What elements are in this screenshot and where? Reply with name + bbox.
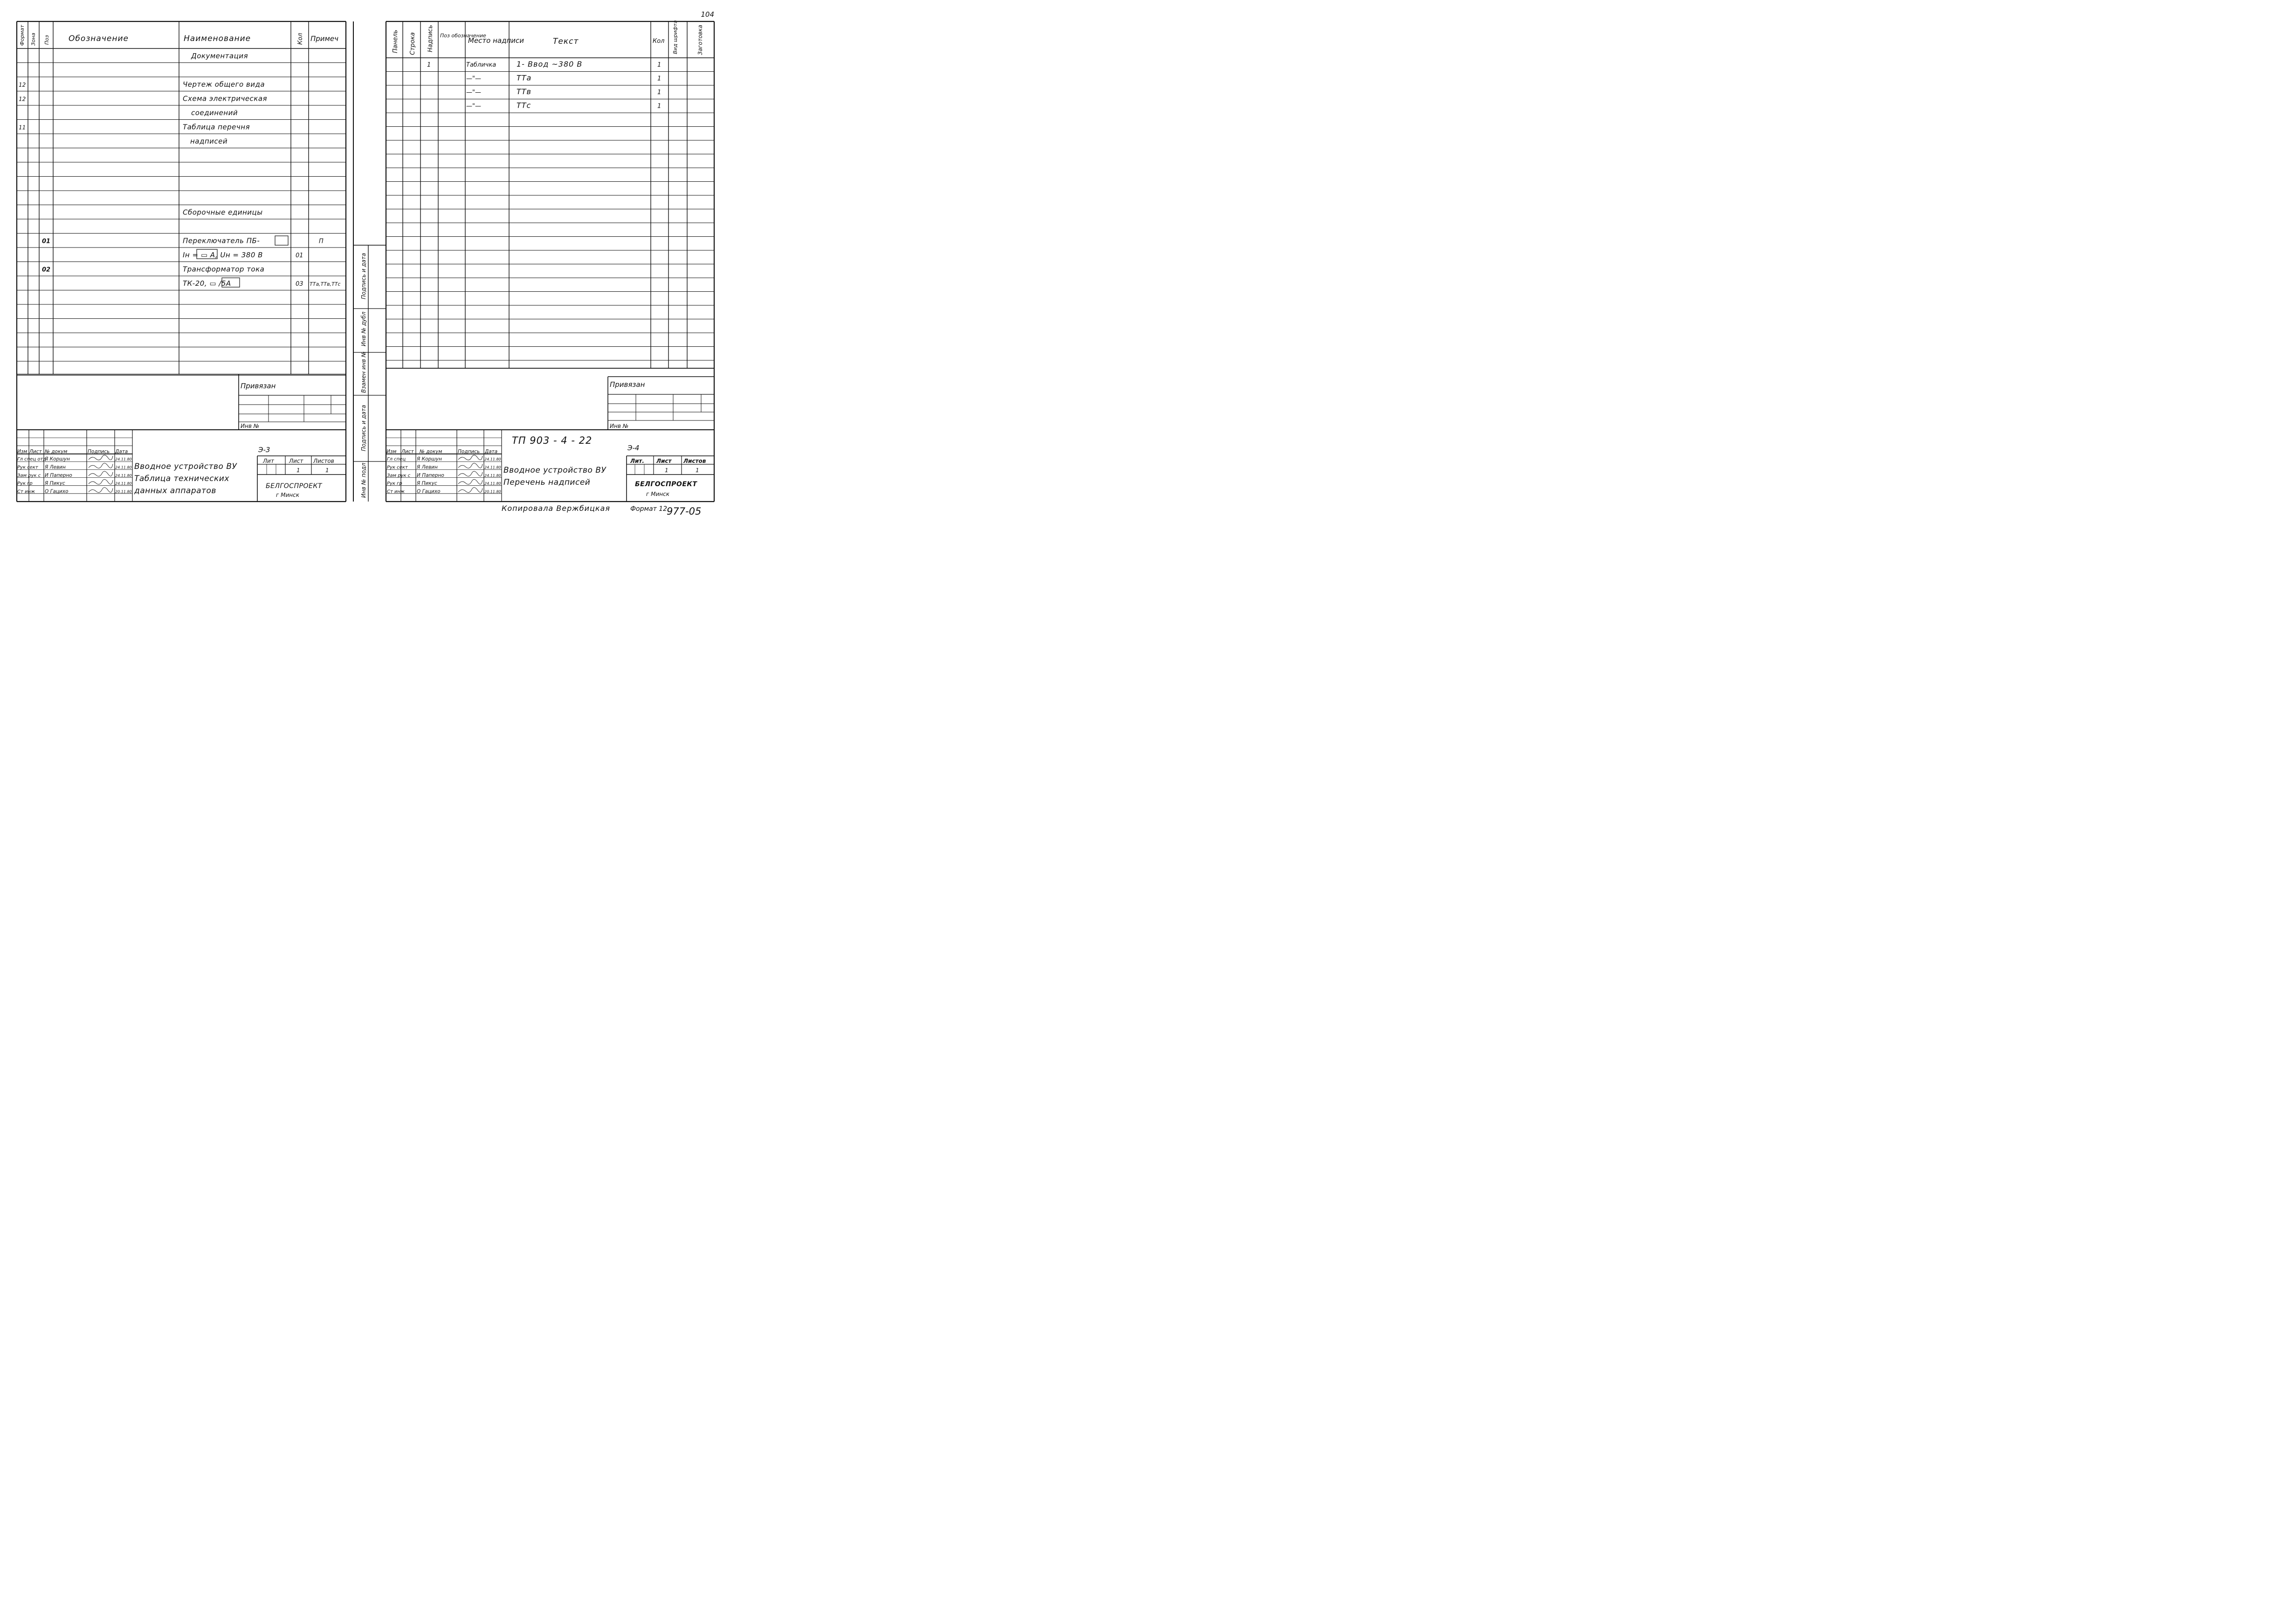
drawing-sheet xyxy=(0,0,731,522)
left-row-pos: 02 xyxy=(42,266,51,274)
right-header-inscription: Надпись xyxy=(427,25,434,52)
left-stamp-signature xyxy=(89,463,113,468)
empty-box xyxy=(275,236,288,245)
left-stamp-date: 24.11.80 xyxy=(115,473,132,478)
left-stamp-name: И Паперно xyxy=(45,472,72,478)
left-stamp-colheader: Изм xyxy=(17,449,28,454)
left-stamp-city: г Минск xyxy=(276,492,299,498)
right-stamp-name: И Паперно xyxy=(417,472,444,478)
right-row-text: 1- Ввод ~380 В xyxy=(517,60,583,69)
left-stamp-name: Я Пикус xyxy=(45,481,65,487)
right-stamp-role: Рук гр xyxy=(387,481,402,487)
left-row-name: Чертеж общего вида xyxy=(183,80,265,89)
left-stamp-date: 24.11.80 xyxy=(115,482,132,486)
left-row-qty: 01 xyxy=(296,252,303,259)
left-stamp-signature xyxy=(89,471,113,476)
left-header-format: Формат xyxy=(19,25,25,46)
right-row-place: —"— xyxy=(466,75,481,83)
right-header-pos: Поз обозначение xyxy=(440,33,486,39)
left-stamp-date: 24.11.80 xyxy=(115,457,132,461)
right-row-qty: 1 xyxy=(657,103,662,110)
left-stamp-listov: Листов xyxy=(313,458,334,464)
right-stamp-city: г Минск xyxy=(646,491,669,497)
right-stamp-role: Гл спец xyxy=(387,457,406,462)
right-row-place: —"— xyxy=(466,89,481,96)
left-stamp-org: БЕЛГОСПРОЕКТ xyxy=(266,482,322,490)
left-stamp-signature xyxy=(89,455,113,460)
left-header-pos: Поз xyxy=(44,35,50,45)
left-row-format: 12 xyxy=(19,82,26,88)
right-stamp-date: 24.11.80 xyxy=(484,473,501,478)
right-stamp-date: 24.11.80 xyxy=(484,465,501,470)
right-row-place: Табличка xyxy=(466,62,496,69)
left-stamp-role: Зам рук с xyxy=(17,473,41,478)
right-stamp-colheader: № докум xyxy=(420,449,442,454)
left-header-zone: Зона xyxy=(30,33,36,46)
right-row-text: ТТв xyxy=(517,87,531,96)
left-sheet-code: Э-3 xyxy=(258,446,270,454)
left-row-name: Схема электрическая xyxy=(183,94,268,103)
right-stamp-org: БЕЛГОСПРОЕКТ xyxy=(635,481,697,488)
page-number: 104 xyxy=(701,10,714,19)
left-stamp-role: Рук гр xyxy=(17,481,33,487)
left-stamp-title-3: данных аппаратов xyxy=(134,486,216,495)
left-privyazan-label: Привязан xyxy=(241,382,276,390)
right-stamp-colheader: Подпись xyxy=(458,449,480,454)
left-stamp-date: 24.11.80 xyxy=(115,465,132,470)
right-stamp-name: Я Коршун xyxy=(417,456,442,462)
left-row-name: Документация xyxy=(191,52,248,60)
right-row-qty: 1 xyxy=(657,75,662,83)
right-row-inscription: 1 xyxy=(427,62,431,69)
strip-label: Инв № дубл xyxy=(360,311,367,346)
left-stamp-name: Я Коршун xyxy=(45,456,70,462)
right-stamp-role: Ст инж xyxy=(387,489,405,495)
right-stamp-signature xyxy=(458,463,482,468)
strip-label: Взамен инв № xyxy=(360,351,367,393)
right-stamp-name: Я Левин xyxy=(417,464,438,470)
left-stamp-name: Я Левин xyxy=(45,464,66,470)
sheet-text xyxy=(17,10,714,517)
left-stamp-list: Лист xyxy=(289,458,303,464)
left-row-qty: 03 xyxy=(296,281,303,288)
right-stamp-title-1: Вводное устройство ВУ xyxy=(503,466,606,475)
footer-copied: Копировала Вержбицкая xyxy=(502,504,610,513)
right-stamp-lit: Лит. xyxy=(630,458,644,464)
strip-label: Инв № подл xyxy=(360,462,367,498)
right-doc-code: ТП 903 - 4 - 22 xyxy=(512,435,593,446)
left-header-name: Наименование xyxy=(184,34,251,43)
footer-doc-no: 977-05 xyxy=(667,506,702,517)
right-header-panel: Панель xyxy=(392,29,399,53)
right-stamp-name: Я Пикус xyxy=(417,481,437,487)
left-stamp-signature xyxy=(89,488,113,493)
left-stamp-title-2: Таблица технических xyxy=(134,474,229,483)
left-row-name: Таблица перечня xyxy=(183,123,250,131)
left-stamp-lit: Лит xyxy=(263,458,274,464)
right-stamp-signature xyxy=(458,479,482,484)
right-stamp-colheader: Дата xyxy=(485,449,498,454)
left-stamp-listov-value: 1 xyxy=(325,467,329,474)
right-stamp-date: 24.11.80 xyxy=(484,482,501,486)
left-row-note: ТТа,ТТв,ТТс xyxy=(310,281,341,287)
right-inv-no: Инв № xyxy=(610,423,629,429)
right-stamp-signature xyxy=(458,488,482,493)
right-stamp-name: О Гацихо xyxy=(417,489,441,495)
right-row-text: ТТа xyxy=(517,73,532,83)
right-stamp-role: Зам рук с xyxy=(387,473,411,478)
right-stamp-colheader: Лист xyxy=(401,449,414,454)
left-header-qty: Кол xyxy=(297,33,304,45)
right-header-row: Строка xyxy=(409,32,416,55)
right-row-text: ТТс xyxy=(517,101,531,110)
right-stamp-signature xyxy=(458,455,482,460)
right-stamp-colheader: Изм xyxy=(386,449,397,454)
right-header-text: Текст xyxy=(553,37,579,46)
left-row-name: Переключатель ПБ- xyxy=(183,236,260,245)
right-stamp-listov: Листов xyxy=(683,458,706,464)
right-row-place: —"— xyxy=(466,103,481,110)
right-header-blank: Заготовка xyxy=(697,25,703,55)
left-stamp-list-value: 1 xyxy=(296,467,300,474)
left-stamp-name: О Гацихо xyxy=(45,489,69,495)
right-stamp-list: Лист xyxy=(656,458,672,464)
right-sheet-code: Э-4 xyxy=(627,444,640,452)
strip-label: Подпись и дата xyxy=(360,253,367,299)
footer-format: Формат 12 xyxy=(630,505,668,513)
right-header-qty: Кол xyxy=(653,38,665,45)
right-stamp-date: 24.11.80 xyxy=(484,457,501,461)
left-stamp-role: Рук сект xyxy=(17,465,38,470)
left-row-name: Сборочные единицы xyxy=(183,208,263,217)
left-stamp-role: Ст инж xyxy=(17,489,35,495)
left-stamp-colheader: Дата xyxy=(115,449,128,454)
left-stamp-colheader: № докум xyxy=(45,449,68,454)
right-header-font: Вид шрифта xyxy=(672,20,678,54)
left-stamp-signature xyxy=(89,479,113,484)
left-row-format: 12 xyxy=(19,96,26,103)
left-stamp-colheader: Лист xyxy=(29,449,42,454)
right-header-place: Место надписи xyxy=(468,36,524,45)
right-stamp-date: 20.11.80 xyxy=(484,489,501,494)
left-stamp-date: 20.11.80 xyxy=(115,489,132,494)
left-row-name: надписей xyxy=(190,137,228,145)
left-stamp-title-1: Вводное устройство ВУ xyxy=(134,462,237,471)
right-stamp-title-2: Перечень надписей xyxy=(503,478,591,487)
left-header-note: Примеч xyxy=(310,34,338,43)
left-row-name: ТК-20, ▭ /5А xyxy=(183,279,231,288)
left-inv-no: Инв № xyxy=(241,423,260,429)
right-stamp-signature xyxy=(458,471,482,476)
right-stamp-list-value: 1 xyxy=(665,467,668,474)
left-stamp-colheader: Подпись xyxy=(88,449,110,454)
strip-label: Подпись и дата xyxy=(360,405,367,451)
right-stamp-role: Рук сект xyxy=(387,465,408,470)
right-stamp-listov-value: 1 xyxy=(696,467,699,474)
left-header-designation: Обозначение xyxy=(69,34,129,43)
left-row-name: Iн = ▭ A, Uн = 380 В xyxy=(183,251,263,259)
left-row-note: П xyxy=(319,238,324,245)
right-row-qty: 1 xyxy=(657,62,662,69)
left-row-format: 11 xyxy=(19,124,26,131)
left-stamp-role: Гл спец отд xyxy=(17,457,47,462)
left-row-pos: 01 xyxy=(42,238,51,245)
right-privyazan-label: Привязан xyxy=(610,380,645,389)
right-row-qty: 1 xyxy=(657,89,662,96)
left-row-name: Трансформатор тока xyxy=(183,265,265,274)
left-row-name: соединений xyxy=(191,109,238,117)
